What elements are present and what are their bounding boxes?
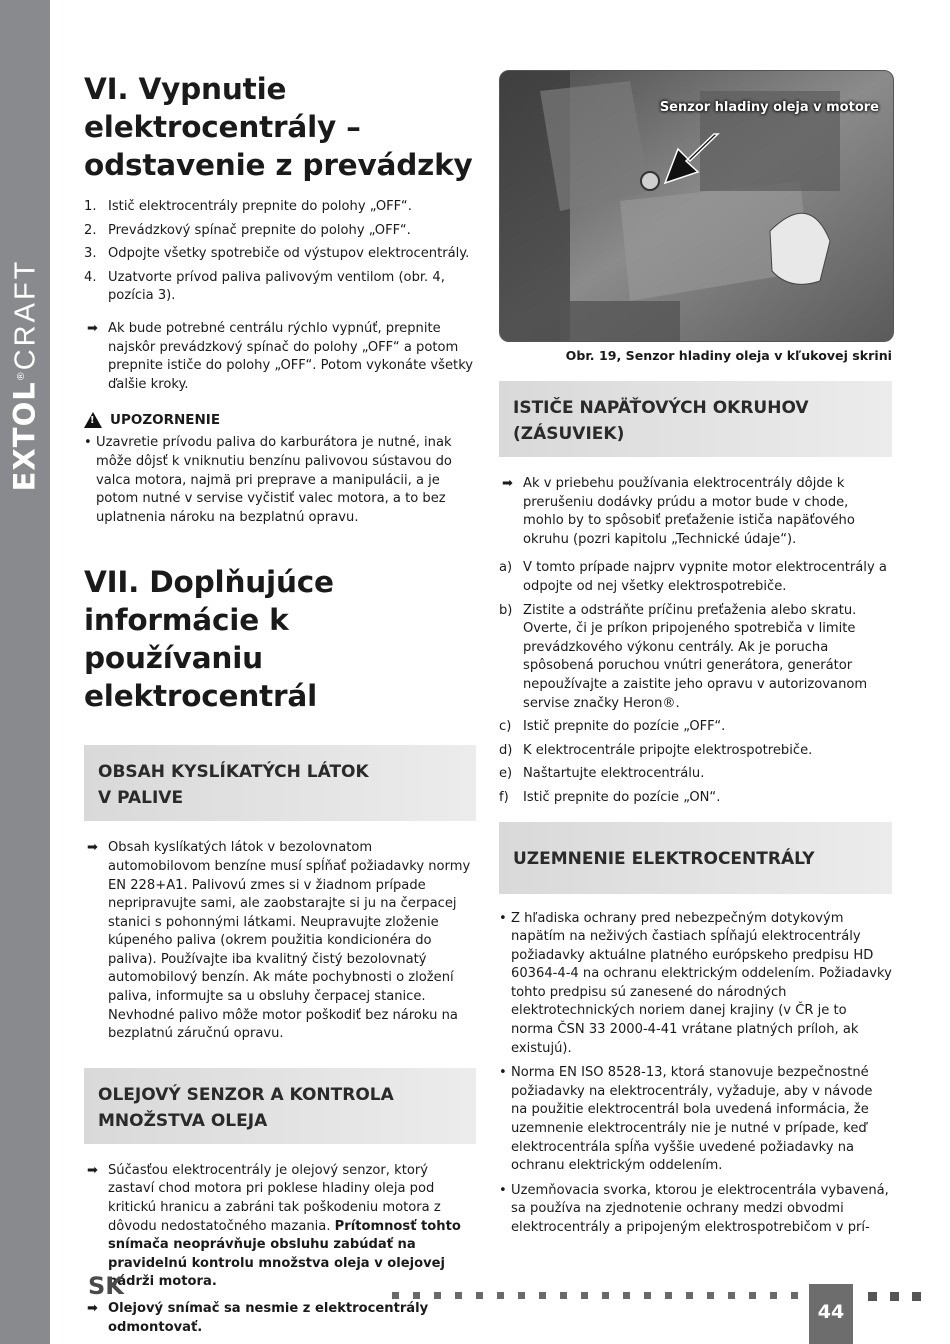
- breaker-step: c) Istič prepnite do pozície „OFF“.: [499, 719, 726, 735]
- quick-stop-note: ➡ Ak bude potrebné centrálu rýchlo vypnúť, prepnite najskôr prevádzkový spínač do polohy „OFF“ a potom prepnite ističe do polohy „OFF“. Potom vykonáte všetky ďalšie kroky.: [87, 320, 474, 392]
- page-number: 44: [809, 1284, 853, 1344]
- warning-text: • Uzavretie prívodu paliva do karburátora je nutné, inak môže dôjsť k vniknutiu benzínu palivovou sústavou do valca motora, najmä pri preprave a manipulácii, a je potom nutné v servise vyčistiť valec motora, a to bez uplatnenia nároku na bezplatnú opravu.: [84, 434, 476, 527]
- breaker-step: a) V tomto prípade najprv vypnite motor elektrocentrály a odpojte od nej všetky elektrospotrebiče.: [499, 560, 887, 594]
- grounding-bullet: • Norma EN ISO 8528-13, ktorá stanovuje bezpečnostné požiadavky na elektrocentrály, vyžaduje, aby v návode na použitie elektrocentrál bola uvedená informácia, že uzemnenie elektrocentrály nie je nutné v prípade, keď elektrocentrála spĺňa vyššie uvedené požiadavky na ochranu elektrickým oddelením.: [499, 1064, 892, 1176]
- arrow-right-icon: ➡: [502, 476, 513, 491]
- warning-heading: ! UPOZORNENIE: [84, 412, 476, 428]
- breaker-step: e) Naštartujte elektrocentrálu.: [499, 766, 705, 782]
- breakers-steps: [499, 559, 892, 807]
- footer-square: [868, 1292, 877, 1301]
- language-code: SK: [88, 1272, 124, 1300]
- oxy-heading: OBSAH KYSLÍKATÝCH LÁTOK V PALIVE: [84, 745, 476, 821]
- footer-square: [912, 1292, 921, 1301]
- grounding-bullet: • Z hľadiska ochrany pred nebezpečným dotykovým napätím na neživých častiach spĺňajú elektrocentrály požiadavky aktuálne platného európskeho predpisu HD 60364-4-4 na ochranu elektrickým oddelením. Požiadavky tohto predpisu sú zanesené do národných elektrotechnických noriem danej krajiny (v ČR je to norma ČSN 33 2000-4-41 vrátane platných príloh, ak existujú).: [499, 910, 892, 1059]
- brand-logo: EXTOL®CRAFT: [7, 258, 42, 492]
- breakers-heading: ISTIČE NAPÄŤOVÝCH OKRUHOV (ZÁSUVIEK): [499, 381, 892, 457]
- section7-title: VII. Doplňujúce informácie k používaniu elektrocentrál: [84, 565, 334, 714]
- breaker-step: b) Zistite a odstráňte príčinu preťaženia alebo skratu. Overte, či je príkon pripojeného spotrebiča v limite prevádzkového výkonu centrály. Ak je porucha spôsobená poruchou vnútri generátora, generátor nepoužívajte a zaistite jeho opravu v autorizovanom servise značky Heron®.: [499, 602, 868, 711]
- photo-caption: Obr. 19, Senzor hladiny oleja v kľukovej skrini: [565, 348, 892, 363]
- oil-heading: OLEJOVÝ SENZOR A KONTROLA MNOŽSTVA OLEJA: [84, 1068, 476, 1144]
- grounding-bullet: • Uzemňovacia svorka, ktorou je elektrocentrála vybavená, sa používa na zjednotenie ochrany medzi obvodmi elektrocentrály a pripojeným elektrospotrebičom v prí-: [499, 1182, 892, 1238]
- step-item: 4. Uzatvorte prívod paliva palivovým ventilom (obr. 4, pozícia 3).: [84, 269, 445, 304]
- arrow-right-icon: ➡: [87, 1162, 98, 1178]
- brand-sidebar: [0, 0, 50, 1344]
- grounding-heading: UZEMNENIE ELEKTROCENTRÁLY: [499, 822, 892, 894]
- photo-label: Senzor hladiny oleja v motore: [659, 100, 879, 115]
- warning-icon: !: [84, 412, 102, 428]
- section6-title: VI. Vypnutie elektrocentrály – odstavenie z prevádzky: [84, 72, 473, 182]
- breakers-intro: ➡ Ak v priebehu používania elektrocentrály dôjde k prerušeniu dodávky prúdu a motor bude v chode, mohlo by to spôsobiť preťaženie ističa napäťového okruhu (pozri kapitolu „Technické údaje“).: [502, 476, 855, 547]
- right-column: [499, 70, 892, 1238]
- step-item: 2. Prevádzkový spínač prepnite do polohy „OFF“.: [84, 222, 411, 238]
- arrow-right-icon: ➡: [87, 320, 98, 336]
- left-column: [84, 70, 476, 1337]
- step-item: 3. Odpojte všetky spotrebiče od výstupov elektrocentrály.: [84, 246, 470, 262]
- oil-text: ➡ Súčasťou elektrocentrály je olejový senzor, ktorý zastaví chod motora pri poklese hladiny oleja pod kritickú hranicu a zabráni tak poškodeniu motora z dôvodu nedostatočného mazania. Prítomnosť tohto snímača neoprávňuje obsluhu zabúdať na pravidelnú kontrolu množstva oleja v olejovej nádrži motora.: [87, 1162, 461, 1290]
- arrow-right-icon: ➡: [87, 840, 98, 856]
- footer-square: [890, 1292, 899, 1301]
- breaker-step: d) K elektrocentrále pripojte elektrospotrebiče.: [499, 742, 813, 758]
- oxy-text: ➡ Obsah kyslíkatých látok v bezolovnatom automobilovom benzíne musí spĺňať požiadavky normy EN 228+A1. Palivovú zmes si v žiadnom prípade nepripravujte sami, ale zaobstarajte si ju na čerpacej stanici s pohonnými látkami. Neupravujte zloženie kúpeného paliva (okrem použitia kondicionéra do paliva). Používajte iba kvalitný čistý bezolovnatý automobilový benzín. Ak máte pochybnosti o zložení paliva, informujte sa u obsluhy čerpacej stanice. Nevhodné palivo môže motor poškodiť bez nároku na bezplatnú záručnú opravu.: [87, 840, 471, 1042]
- shutdown-steps: [84, 198, 476, 306]
- engine-photo: [499, 70, 894, 342]
- oil-warning: ➡ Olejový snímač sa nesmie z elektrocentrály odmontovať.: [87, 1301, 429, 1335]
- arrow-right-icon: ➡: [87, 1301, 98, 1316]
- step-item: 1. Istič elektrocentrály prepnite do polohy „OFF“.: [84, 199, 412, 214]
- grounding-list: [499, 910, 892, 1238]
- breaker-step: f) Istič prepnite do pozície „ON“.: [499, 789, 721, 805]
